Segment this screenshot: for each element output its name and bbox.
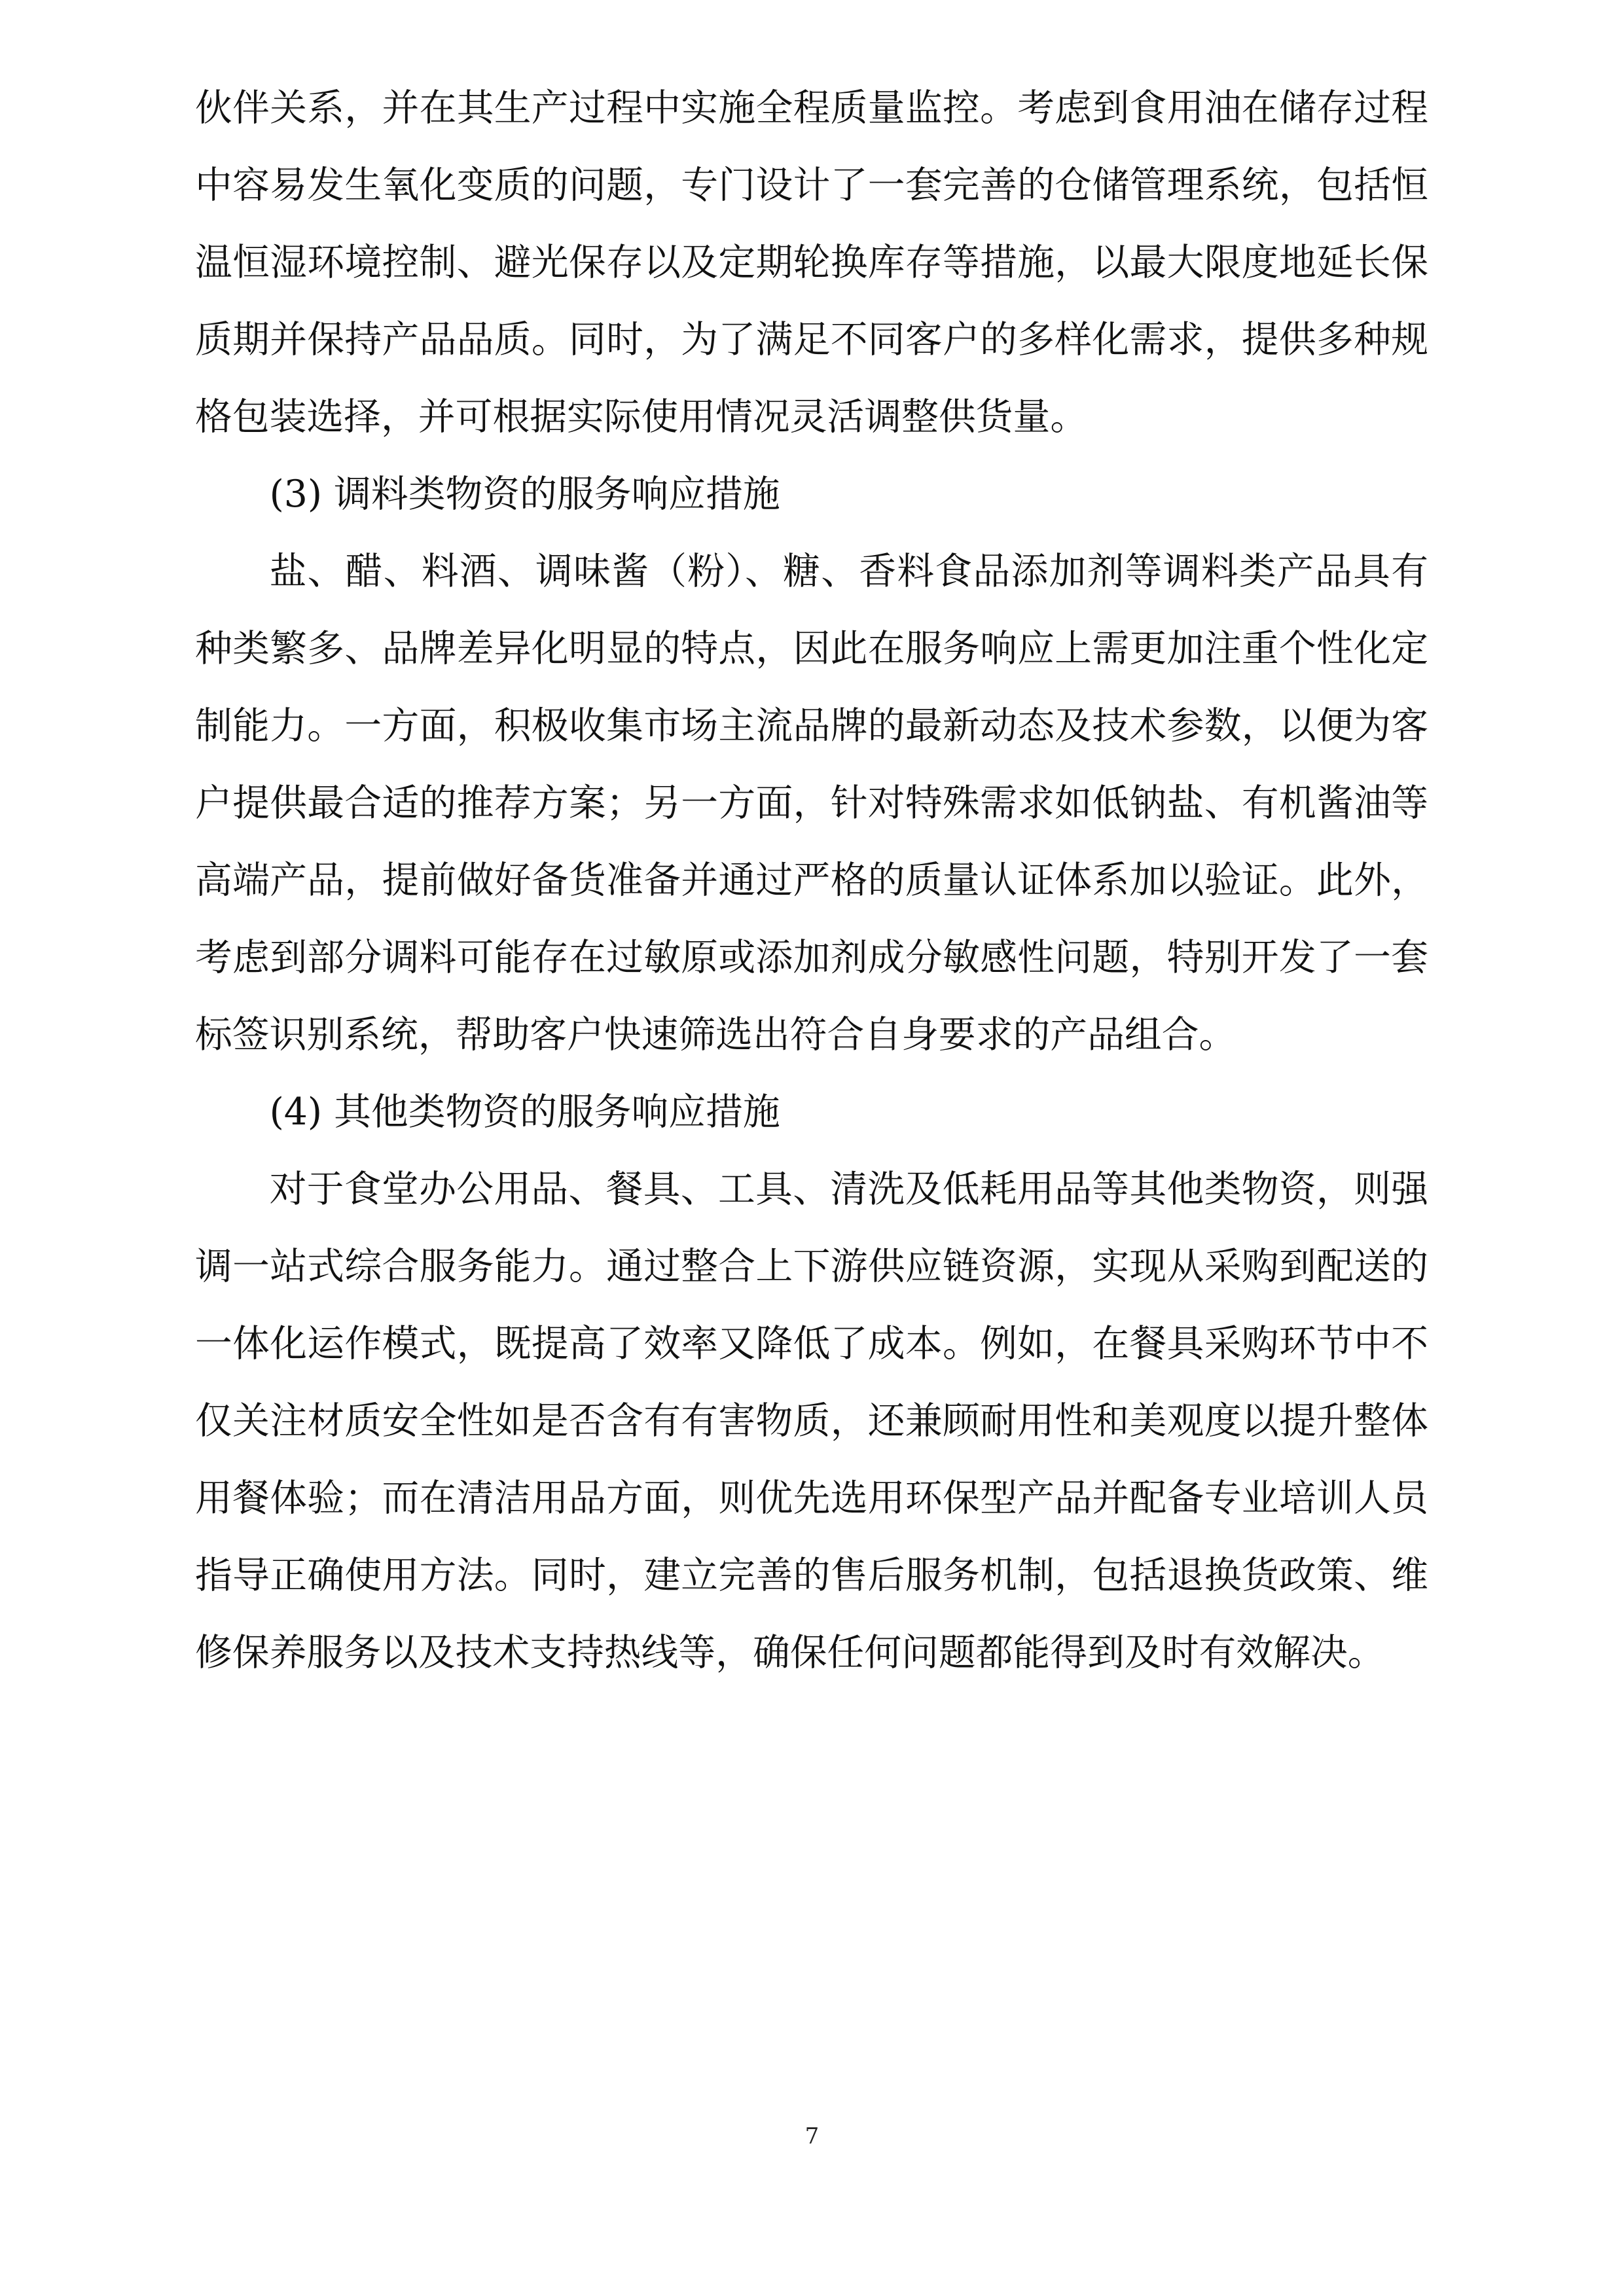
paragraph-seasonings: 盐、醋、料酒、调味酱（粉）、糖、香料食品添加剂等调料类产品具有种类繁多、品牌差异化明显的特点，因此在服务响应上需更加注重个性化定制能力。一方面，积极收集市场主流品牌的最新动态及技术参数，以便为客户提供最合适的推荐方案；另一方面，针对特殊需求如低钠盐、有机酱油等高端产品，提前做好备货准备并通过严格的质量认证体系加以验证。此外，考虑到部分调料可能存在过敏原或添加剂成分敏感性问题，特别开发了一套标签识别系统，帮助客户快速筛选出符合自身要求的产品组合。: [195, 550, 1428, 1056]
page-body: [195, 69, 1428, 1691]
section-heading-other-supplies: (4) 其他类物资的服务响应措施: [269, 1090, 780, 1134]
paragraph-other-supplies: 对于食堂办公用品、餐具、工具、清洗及低耗用品等其他类物资，则强调一站式综合服务能力。通过整合上下游供应链资源，实现从采购到配送的一体化运作模式，既提高了效率又降低了成本。例如，在餐具采购环节中不仅关注材质安全性如是否含有有害物质，还兼顾耐用性和美观度以提升整体用餐体验；而在清洁用品方面，则优先选用环保型产品并配备专业培训人员指导正确使用方法。同时，建立完善的售后服务机制，包括退换货政策、维修保养服务以及技术支持热线等，确保任何问题都能得到及时有效解决。: [195, 1168, 1428, 1674]
paragraph-edible-oil-continued: 伙伴关系，并在其生产过程中实施全程质量监控。考虑到食用油在储存过程中容易发生氧化变质的问题，专门设计了一套完善的仓储管理系统，包括恒温恒湿环境控制、避光保存以及定期轮换库存等措施，以最大限度地延长保质期并保持产品品质。同时，为了满足不同客户的多样化需求，提供多种规格包装选择，并可根据实际使用情况灵活调整供货量。: [195, 86, 1428, 439]
section-heading-seasonings: (3) 调料类物资的服务响应措施: [269, 473, 780, 516]
page-number: 7: [804, 2123, 820, 2149]
